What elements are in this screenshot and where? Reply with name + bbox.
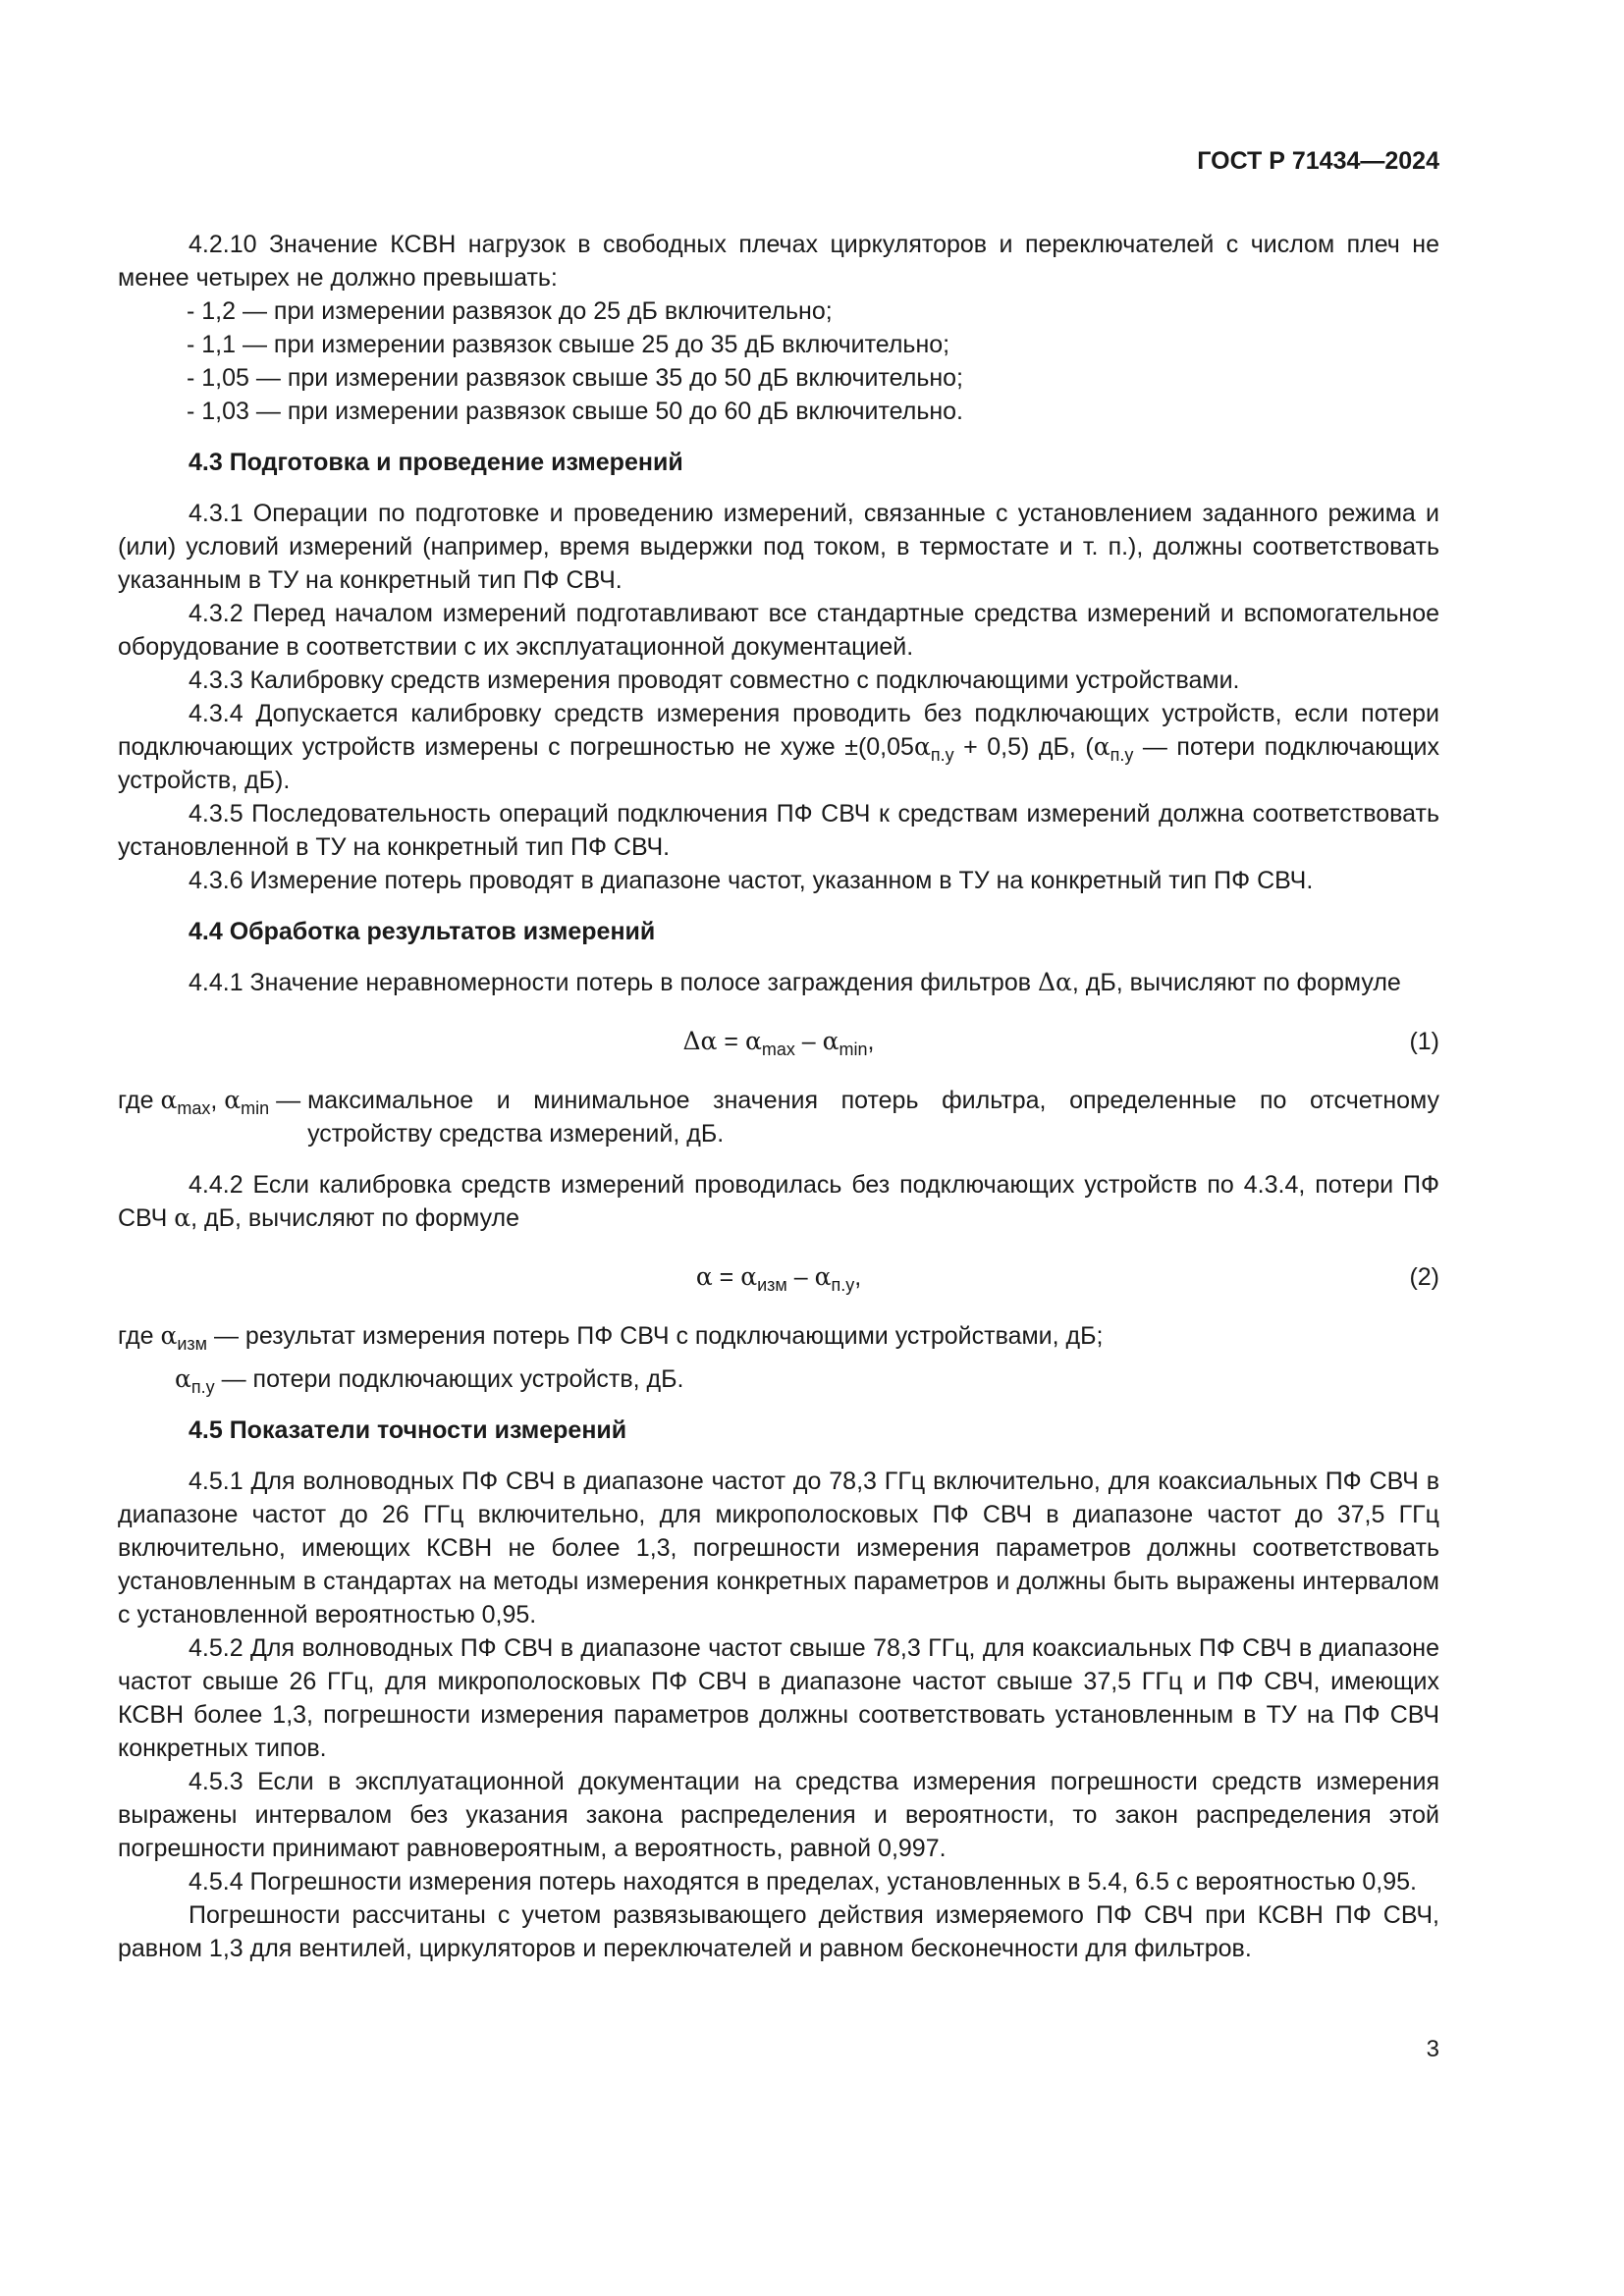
where-description: результат измерения потерь ПФ СВЧ с подключающими устройствами, дБ; [244, 1322, 1104, 1350]
subscript: п.у [831, 1275, 855, 1295]
list-item: - 1,03 — при измерении развязок свыше 50 до 60 дБ включительно. [187, 398, 964, 425]
alpha-symbol: α [160, 1321, 178, 1350]
alpha-symbol: α [174, 1203, 191, 1232]
section-heading-4-4: 4.4 Обработка результатов измерений [189, 918, 656, 945]
text-run: + 0,5) дБ, ( [953, 733, 1094, 761]
subscript: изм [177, 1334, 208, 1354]
where-word: где [118, 1322, 161, 1350]
alpha-symbol: α [224, 1086, 242, 1114]
paragraph-4-3-3: 4.3.3 Калибровку средств измерения проводят совместно с подключающими устройствами. [189, 667, 1240, 694]
alpha-symbol: α [913, 732, 931, 761]
subscript: max [761, 1040, 795, 1059]
document-number: ГОСТ Р 71434—2024 [1197, 147, 1439, 175]
section-heading-4-5: 4.5 Показатели точности измерений [189, 1416, 627, 1444]
text-run: , дБ, вычисляют по формуле [1071, 969, 1401, 996]
alpha-symbol: α [744, 1027, 762, 1055]
formula-1 [118, 1025, 1439, 1058]
subscript: п.у [190, 1377, 215, 1397]
where-word: где [118, 1087, 161, 1114]
where-description: потери подключающих устройств, дБ. [252, 1365, 684, 1393]
alpha-symbol: α [822, 1027, 839, 1055]
list-item: - 1,05 — при измерении развязок свыше 35 до 50 дБ включительно; [187, 364, 964, 392]
subscript: min [839, 1040, 868, 1059]
where-label [118, 1319, 245, 1353]
text-run: 4.4.1 Значение неравномерности потерь в полосе заграждения фильтров [189, 969, 1038, 996]
formula-number: (2) [1409, 1263, 1439, 1291]
section-heading-4-3: 4.3 Подготовка и проведение измерений [189, 449, 683, 476]
where-clause-3 [118, 1362, 1439, 1396]
alpha-symbol: α [814, 1262, 832, 1291]
list-item: - 1,2 — при измерении развязок до 25 дБ включительно; [187, 297, 833, 325]
subscript: min [241, 1098, 270, 1118]
comma: , [854, 1263, 862, 1291]
paragraph-4-3-4 [118, 697, 1439, 797]
where-clause-1 [118, 1084, 1439, 1150]
subscript: изм [757, 1275, 787, 1295]
equals-sign: = [712, 1263, 741, 1291]
paragraph-4-3-6: 4.3.6 Измерение потерь проводят в диапазоне частот, указанном в ТУ на конкретный тип ПФ СВЧ. [189, 867, 1314, 894]
text-run: 4.3.4 Допускается калибровку средств измерения проводить без подключающих устройств, если потери подключающих устройств измерены с погрешностью не хуже ±(0,05 [118, 700, 1439, 761]
formula-expression [118, 1260, 1439, 1294]
dash: — [269, 1087, 308, 1114]
equals-sign: = [717, 1028, 745, 1055]
formula-number: (1) [1409, 1028, 1439, 1055]
paragraph-4-5-3: 4.5.3 Если в эксплуатационной документации на средства измерения погрешности средств измерения выражены интервалом без указания закона распределения и вероятности, то закон распределения этой погрешности принимают равновероятным, а вероятность, равной 0,997. [118, 1768, 1439, 1862]
alpha-symbol: α [695, 1262, 713, 1291]
text-run: 4.4.2 Если калибровка средств измерений проводилась без подключающих устройств по 4.3.4, потери ПФ СВЧ [118, 1171, 1439, 1232]
page-body [118, 228, 1439, 1965]
paragraph-4-5-2: 4.5.2 Для волноводных ПФ СВЧ в диапазоне частот свыше 78,3 ГГц, для коаксиальных ПФ СВЧ в диапазоне частот свыше 26 ГГц, для микрополосковых ПФ СВЧ в диапазоне частот свыше 37,5 ГГц и ПФ СВЧ, имеющих КСВН более 1,3, погрешности измерения параметров должны соответствовать установленным в ТУ на ПФ СВЧ конкретных типов. [118, 1634, 1439, 1762]
paragraph-4-4-1 [118, 966, 1439, 999]
paragraph-4-3-2: 4.3.2 Перед началом измерений подготавливают все стандартные средства измерений и вспомогательное оборудование в соответствии с их эксплуатационной документацией. [118, 600, 1439, 661]
comma: , [867, 1028, 875, 1055]
alpha-symbol: α [740, 1262, 758, 1291]
minus-sign: – [786, 1263, 815, 1291]
comma: , [210, 1087, 225, 1114]
delta-alpha-symbol: Δα [682, 1027, 718, 1055]
paragraph-4-3-5: 4.3.5 Последовательность операций подключения ПФ СВЧ к средствам измерений должна соответствовать установленной в ТУ на конкретный тип ПФ СВЧ. [118, 800, 1439, 861]
formula-2 [118, 1260, 1439, 1294]
dash: — [207, 1322, 245, 1350]
alpha-symbol: α [175, 1364, 191, 1393]
paragraph-4-3-1: 4.3.1 Операции по подготовке и проведению измерений, связанные с установлением заданного режима и (или) условий измерений (например, время выдержки под током, в термостате и т. п.), должны соответствовать указанным в ТУ на конкретный тип ПФ СВЧ. [118, 500, 1439, 594]
dash: — [214, 1365, 253, 1393]
paragraph-note: Погрешности рассчитаны с учетом развязывающего действия измеряемого ПФ СВЧ при КСВН ПФ СВЧ, равном 1,3 для вентилей, циркуляторов и переключателей и равном бесконечности для фильтров. [118, 1901, 1439, 1962]
paragraph-4-5-4: 4.5.4 Погрешности измерения потерь находятся в пределах, установленных в 5.4, 6.5 с вероятностью 0,95. [189, 1868, 1417, 1896]
paragraph-4-4-2 [118, 1168, 1439, 1235]
formula-expression [118, 1025, 1439, 1058]
paragraph-4-2-10: 4.2.10 Значение КСВН нагрузок в свободных плечах циркуляторов и переключателей с числом плеч не менее четырех не должно превышать: [118, 231, 1439, 292]
alpha-symbol: α [1093, 732, 1110, 761]
page-number: 3 [1426, 2036, 1439, 2062]
where-label [175, 1362, 253, 1396]
where-clause-2 [118, 1319, 1439, 1353]
list-item: - 1,1 — при измерении развязок свыше 25 до 35 дБ включительно; [187, 331, 950, 358]
where-description: максимальное и минимальное значения потерь фильтра, определенные по отсчетному устройству средства измерений, дБ. [307, 1087, 1439, 1148]
text-run: , дБ, вычисляют по формуле [190, 1204, 520, 1232]
delta-alpha-symbol: Δα [1037, 968, 1072, 996]
text-run: — потери подключающих устройств, дБ). [118, 733, 1439, 794]
paragraph-4-5-1: 4.5.1 Для волноводных ПФ СВЧ в диапазоне частот до 78,3 ГГц включительно, для коаксиальных ПФ СВЧ в диапазоне частот до 26 ГГц включительно, для микрополосковых ПФ СВЧ в диапазоне частот до 37,5 ГГц включительно, имеющих КСВН не более 1,3, погрешности измерения параметров должны соответствовать установленным в стандартах на методы измерения конкретных параметров и должны быть выражены интервалом с установленной вероятностью 0,95. [118, 1468, 1439, 1629]
minus-sign: – [794, 1028, 823, 1055]
subscript: п.у [1110, 745, 1134, 765]
alpha-symbol: α [160, 1086, 178, 1114]
where-label [118, 1084, 307, 1150]
subscript: max [177, 1098, 211, 1118]
subscript: п.у [930, 745, 954, 765]
